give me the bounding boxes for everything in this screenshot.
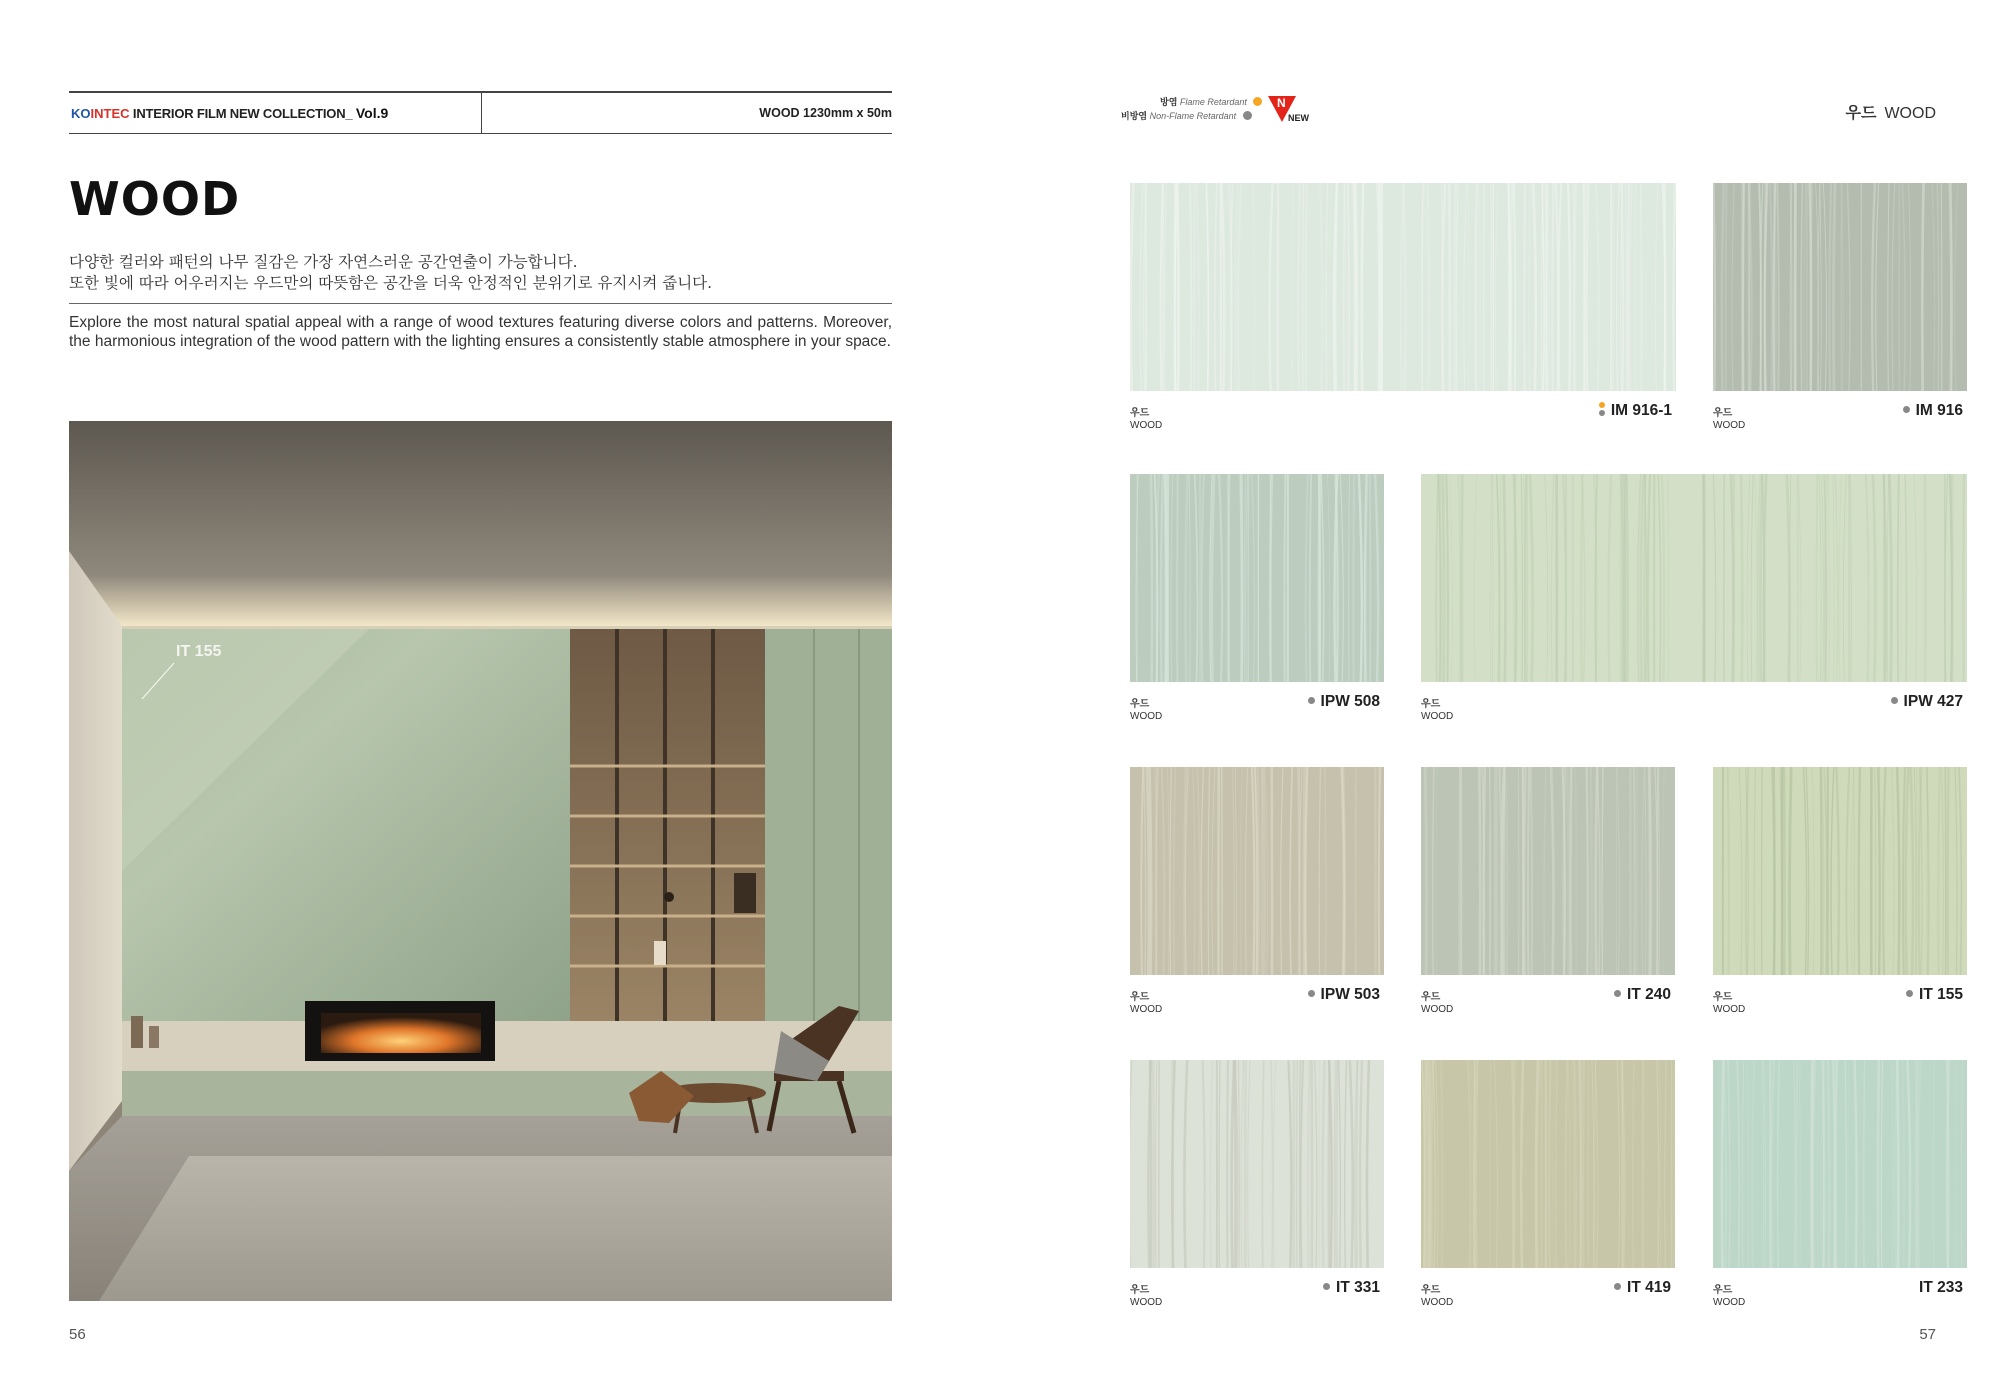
swatch-caption (1130, 988, 1384, 1022)
swatch-image[interactable] (1713, 767, 1967, 975)
swatch-code-text: IT 331 (1336, 1279, 1380, 1296)
swatch-code (1308, 986, 1380, 1004)
swatch-type-kr: 우드 (1130, 992, 1150, 1003)
brand-logo-ko: KO (71, 106, 91, 121)
swatch-image[interactable] (1130, 474, 1384, 682)
header-divider (481, 93, 482, 133)
swatch-type-en: WOOD (1713, 1004, 1746, 1015)
non-flame-retardant-dot-icon (1614, 1283, 1621, 1290)
page-number-left: 56 (69, 1326, 86, 1343)
swatch-type-en: WOOD (1421, 711, 1454, 722)
swatch-type-kr: 우드 (1130, 699, 1150, 710)
swatch-type-en: WOOD (1130, 1004, 1163, 1015)
new-badge (1268, 96, 1308, 126)
legend-nonflame-en: Non-Flame Retardant (1149, 111, 1237, 121)
swatch-caption (1421, 695, 1967, 729)
interior-scene-image (69, 421, 892, 1301)
swatch-code-text: IM 916 (1915, 402, 1963, 419)
interior-scene-illustration (69, 421, 892, 1301)
scene-product-label: IT 155 (176, 643, 222, 660)
legend-flame-kr: 방염 (1160, 98, 1178, 108)
swatch-image[interactable] (1130, 1060, 1384, 1268)
swatch-code (1906, 986, 1963, 1004)
section-label-kr: 우드 (1845, 103, 1877, 122)
swatch-caption (1713, 1281, 1967, 1315)
swatch-caption (1130, 695, 1384, 729)
swatch-code-text: IPW 503 (1320, 986, 1380, 1003)
swatch-caption (1130, 404, 1676, 438)
swatch-type-kr: 우드 (1713, 992, 1733, 1003)
korean-description-line-1: 다양한 컬러와 패턴의 나무 질감은 가장 자연스러운 공간연출이 가능합니다. (69, 253, 578, 271)
swatch-code-text: IT 155 (1919, 986, 1963, 1003)
non-flame-retardant-dot-icon (1308, 697, 1315, 704)
swatch-image[interactable] (1421, 1060, 1675, 1268)
series-name: INTERIOR FILM NEW COLLECTION_ (129, 106, 356, 121)
swatch-code (1919, 1279, 1963, 1297)
non-flame-retardant-dot-icon (1906, 990, 1913, 997)
swatch-image[interactable] (1130, 767, 1384, 975)
swatch-type-en: WOOD (1421, 1297, 1454, 1308)
swatch-image[interactable] (1130, 183, 1676, 391)
new-letter: N (1277, 96, 1286, 110)
swatch-code-text: IPW 427 (1903, 693, 1963, 710)
swatch-code-text: IT 233 (1919, 1279, 1963, 1296)
new-label: NEW (1288, 113, 1309, 123)
swatch-caption (1713, 988, 1967, 1022)
header-bar (69, 91, 892, 134)
swatch-code-text: IT 240 (1627, 986, 1671, 1003)
swatch-image[interactable] (1421, 767, 1675, 975)
swatch-type-en: WOOD (1713, 420, 1746, 431)
swatch-image[interactable] (1713, 1060, 1967, 1268)
non-flame-retardant-dot-icon (1323, 1283, 1330, 1290)
swatch-type-en: WOOD (1713, 1297, 1746, 1308)
swatch-type-kr: 우드 (1421, 992, 1441, 1003)
swatch-code (1308, 693, 1380, 711)
swatch-code (1323, 1279, 1380, 1297)
brand-series-title (71, 105, 388, 121)
swatch-code-text: IM 916-1 (1610, 402, 1672, 419)
non-flame-retardant-dot-icon (1243, 111, 1252, 120)
section-label (1846, 100, 1936, 123)
swatch-code (1614, 1279, 1671, 1297)
swatch-caption (1713, 404, 1967, 438)
product-spec: WOOD 1230mm x 50m (759, 106, 892, 120)
swatch-code (1891, 693, 1963, 711)
korean-description-line-2: 또한 빛에 따라 어우러지는 우드만의 따뜻함은 공간을 더욱 안정적인 분위기로 유지시켜 줍니다. (69, 274, 713, 292)
legend-flame-retardant (1160, 95, 1262, 108)
description-divider (69, 303, 892, 304)
swatch-type-kr: 우드 (1421, 1285, 1441, 1296)
legend-non-flame-retardant (1121, 109, 1252, 122)
brand-logo-intec: INTEC (90, 106, 130, 121)
swatch-caption (1421, 988, 1675, 1022)
swatch-type-en: WOOD (1130, 711, 1163, 722)
legend-nonflame-kr: 비방염 (1121, 112, 1148, 122)
page-number-right: 57 (1919, 1326, 1936, 1343)
legend-flame-en: Flame Retardant (1179, 97, 1247, 107)
swatch-code (1599, 402, 1672, 420)
swatch-code-text: IPW 508 (1320, 693, 1380, 710)
non-flame-retardant-dot-icon (1308, 990, 1315, 997)
swatch-caption (1130, 1281, 1384, 1315)
english-description: Explore the most natural spatial appeal with a range of wood textures featuring diverse colors and patterns. Moreover, the harmonious integration of the wood pattern with the lighting ensures a consistently stable atmosphere in your space. (69, 314, 892, 350)
swatch-code (1614, 986, 1671, 1004)
section-label-en: WOOD (1884, 105, 1936, 122)
flame-retardant-dot-icon (1253, 97, 1262, 106)
swatch-code-text: IT 419 (1627, 1279, 1671, 1296)
swatch-type-kr: 우드 (1421, 699, 1441, 710)
korean-description (69, 252, 889, 294)
swatch-type-kr: 우드 (1713, 1285, 1733, 1296)
non-flame-retardant-dot-icon (1614, 990, 1621, 997)
non-flame-retardant-dot-icon (1891, 697, 1898, 704)
swatch-type-kr: 우드 (1713, 408, 1733, 419)
swatch-code (1903, 402, 1963, 420)
non-flame-retardant-dot-icon (1903, 406, 1910, 413)
page-title: WOOD (69, 172, 241, 226)
swatch-image[interactable] (1421, 474, 1967, 682)
swatch-type-kr: 우드 (1130, 1285, 1150, 1296)
swatch-type-en: WOOD (1130, 420, 1163, 431)
volume-label: Vol.9 (355, 105, 389, 121)
swatch-type-en: WOOD (1130, 1297, 1163, 1308)
swatch-image[interactable] (1713, 183, 1967, 391)
swatch-caption (1421, 1281, 1675, 1315)
flame-and-non-flame-dot-icon (1599, 402, 1605, 416)
swatch-type-kr: 우드 (1130, 408, 1150, 419)
swatch-type-en: WOOD (1421, 1004, 1454, 1015)
